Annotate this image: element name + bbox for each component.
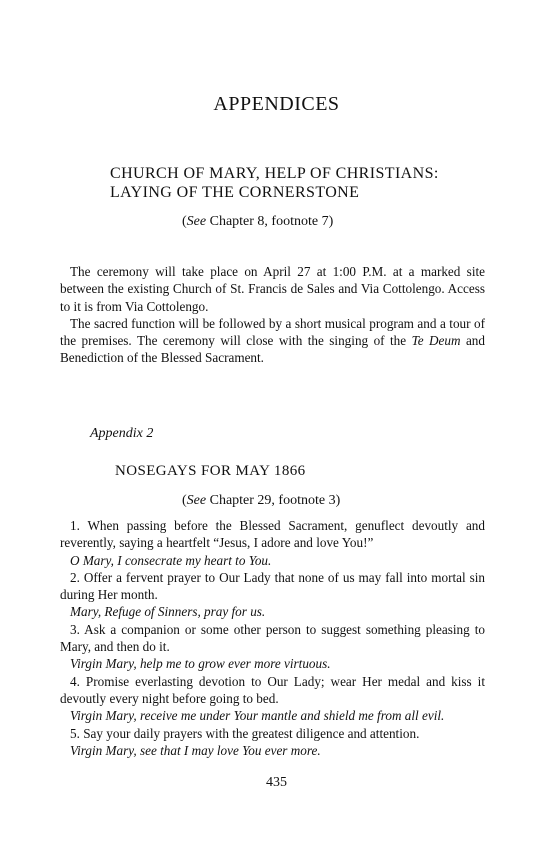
ceremony-paragraphs	[60, 263, 485, 367]
nosegay-item: 1. When passing before the Blessed Sacrament, genuflect devoutly and reverently, saying a heartfelt “Jesus, I adore and love You!”	[60, 518, 485, 551]
paragraph-2-end: and Benediction of the Blessed Sacrament.	[60, 333, 485, 366]
see-rest: Chapter 29, footnote 3)	[206, 493, 341, 508]
appendix-label: Appendix 2	[90, 426, 154, 441]
see-italic: See	[186, 493, 207, 508]
nosegay-item: 4. Promise everlasting devotion to Our Lady; wear Her medal and kiss it devoutly every night before going to bed.	[60, 673, 485, 706]
nosegay-list	[60, 517, 485, 759]
see-rest: Chapter 8, footnote 7)	[206, 214, 334, 229]
nosegay-prayer: Virgin Mary, see that I may love You ever more.	[70, 742, 321, 758]
section-heading-line1: CHURCH OF MARY, HELP OF CHRISTIANS:	[110, 165, 439, 182]
paragraph-2	[60, 315, 485, 367]
te-deum-text: Te Deum	[411, 333, 461, 349]
page-number: 435	[266, 775, 287, 790]
see-open-paren: (	[182, 214, 187, 229]
section-heading-line2: LAYING OF THE CORNERSTONE	[110, 184, 360, 201]
nosegay-prayer: Mary, Refuge of Sinners, pray for us.	[70, 604, 266, 620]
nosegay-item: 3. Ask a companion or some other person to suggest something pleasing to Mary, and then do it.	[60, 621, 485, 655]
see-italic: See	[186, 214, 207, 229]
see-reference-1	[182, 214, 333, 230]
nosegays-heading: NOSEGAYS FOR MAY 1866	[115, 463, 306, 479]
page-title: APPENDICES	[213, 93, 340, 115]
nosegay-item: 5. Say your daily prayers with the greatest diligence and attention.	[70, 725, 420, 741]
nosegay-prayer: O Mary, I consecrate my heart to You.	[70, 552, 272, 568]
nosegay-prayer: Virgin Mary, receive me under Your mantle and shield me from all evil.	[70, 708, 445, 724]
paragraph-1: The ceremony will take place on April 27 at 1:00 P.M. at a marked site between the existing Church of St. Francis de Sales and Via Cottolengo. Access to it is from Via Cottolengo.	[60, 264, 485, 314]
paragraph-2-text: The sacred function will be followed by a short musical program and a tour of the premises. The ceremony will close with the singing of the	[60, 315, 485, 349]
nosegay-prayer: Virgin Mary, help me to grow ever more virtuous.	[70, 656, 331, 672]
nosegay-item: 2. Offer a fervent prayer to Our Lady that none of us may fall into mortal sin during Her month.	[60, 569, 485, 603]
see-open-paren: (	[182, 493, 187, 508]
see-reference-2	[182, 493, 340, 509]
